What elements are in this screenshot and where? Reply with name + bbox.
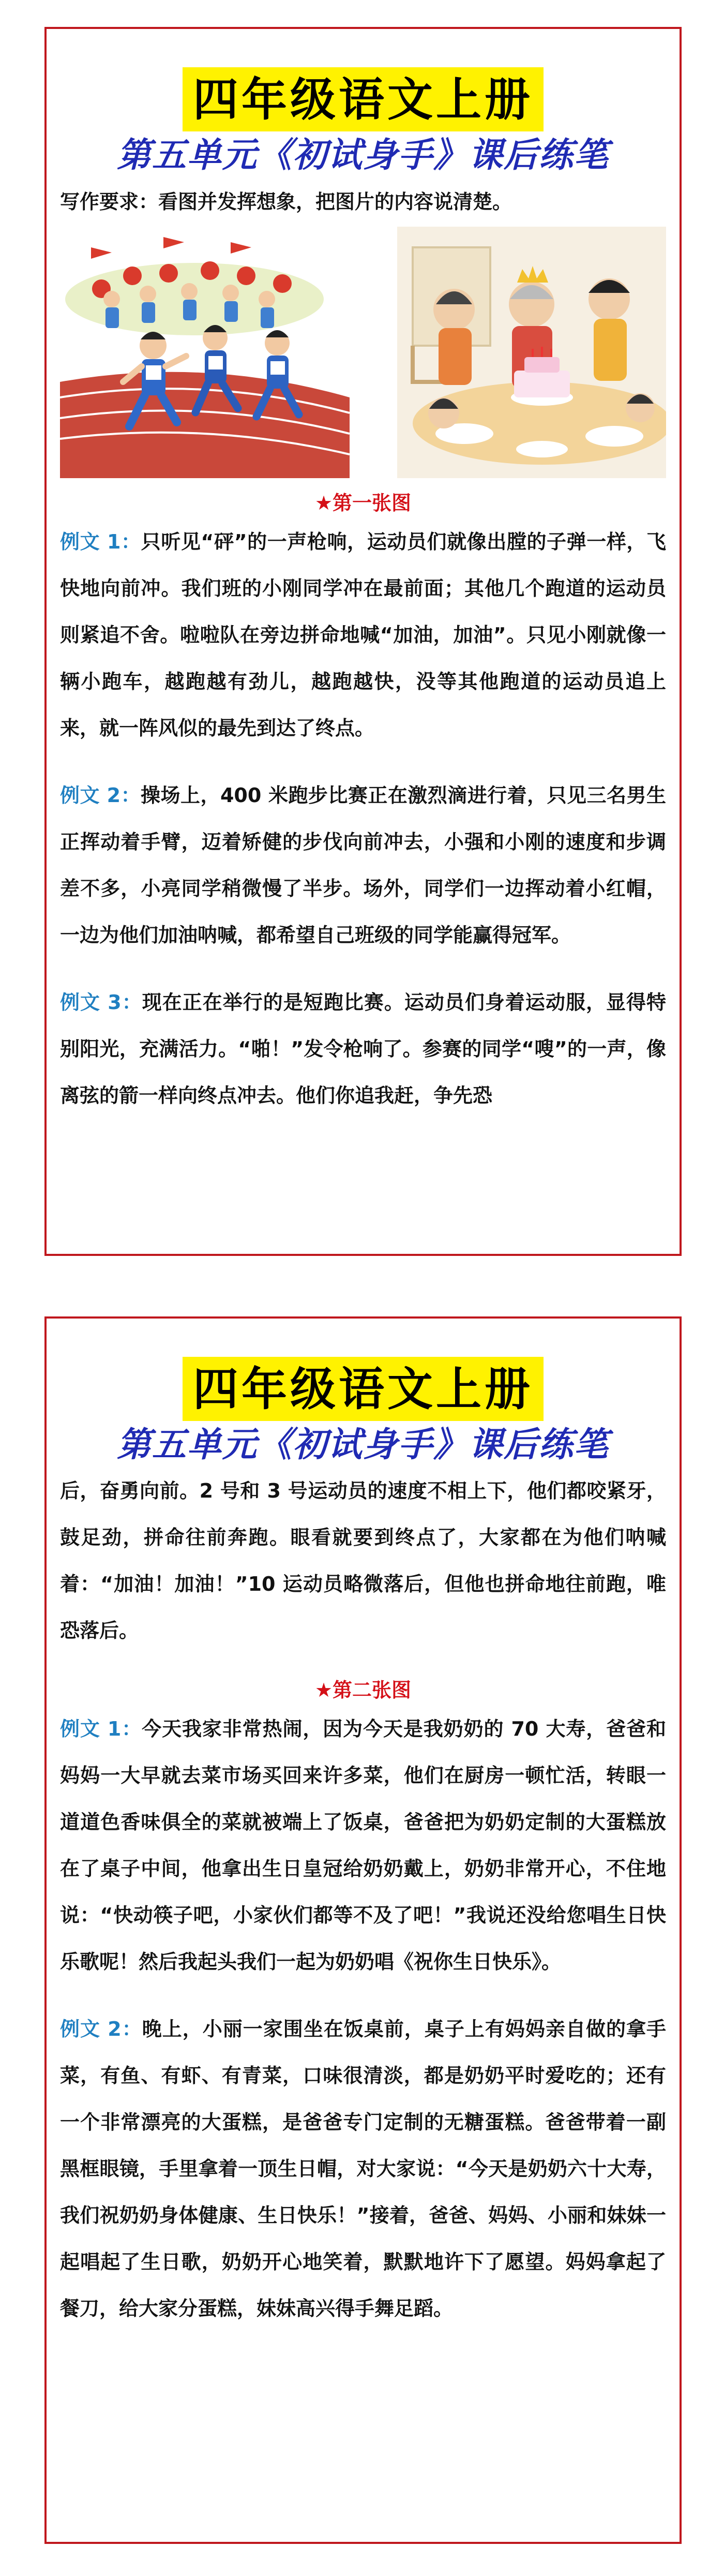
content-body-2 [47, 1468, 680, 2332]
example-text: 只听见“砰”的一声枪响，运动员们就像出膛的子弹一样，飞快地向前冲。我们班的小刚同学冲在最前面；其他几个跑道的运动员则紧追不舍。啦啦队在旁边拼命地喊“加油，加油”。只见小刚就像一辆小跑车，越跑越有劲儿，越跑越快，没等其他跑道的运动员追上来，就一阵风似的最先到达了终点。 [60, 530, 667, 739]
example-label: 例文 2： [60, 784, 141, 807]
section-heading-2: ★第二张图 [314, 1679, 412, 1701]
example-label: 例文 1： [60, 530, 141, 553]
example-text: 后，奋勇向前。2 号和 3 号运动员的速度不相上下，他们都咬紧牙，鼓足劲，拼命往前奔跑。眼看就要到终点了，大家都在为他们呐喊着：“加油！加油！”10 运动员略微落后，但他也拼命地往前跑，唯恐落后。 [60, 1479, 666, 1642]
example-paragraph [60, 772, 666, 958]
example-text: 今天我家非常热闹，因为今天是我奶奶的 70 大寿，爸爸和妈妈一大早就去菜市场买回来许多菜，他们在厨房一顿忙活，转眼一道道色香味俱全的菜就被端上了饭桌，爸爸把为奶奶定制的大蛋糕放在了桌子中间，他拿出生日皇冠给奶奶戴上，奶奶非常开心，不住地说：“快动筷子吧，小家伙们都等不及了吧！”我说还没给您唱生日快乐歌呢！然后我起头我们一起为奶奶唱《祝你生日快乐》。 [60, 1718, 667, 1973]
example-paragraph [60, 979, 666, 1119]
section-heading-1: ★第一张图 [314, 492, 412, 514]
example-paragraph [60, 2006, 666, 2332]
content-body-1 [47, 182, 680, 1119]
example-text: 操场上，400 米跑步比赛正在激烈滴进行着，只见三名男生正挥动着手臂，迈着矫健的步伐向前冲去，小强和小刚的速度和步调差不多，小亮同学稍微慢了半步。场外，同学们一边挥动着小红帽，一边为他们加油呐喊，都希望自己班级的同学能赢得冠军。 [60, 784, 666, 946]
writing-requirement: 写作要求：看图并发挥想象，把图片的内容说清楚。 [60, 190, 512, 213]
example-text: 现在正在举行的是短跑比赛。运动员们身着运动服，显得特别阳光，充满活力。“啪！”发令枪响了。参赛的同学“嗖”的一声，像离弦的箭一样向终点冲去。他们你追我赶，争先恐 [60, 991, 666, 1107]
page-card-1 [44, 27, 682, 1256]
example-label: 例文 2： [60, 2018, 142, 2040]
example-label: 例文 3： [60, 991, 142, 1014]
page-subtitle: 第五单元《初试身手》课后练笔 [117, 1424, 609, 1464]
example-text: 晚上，小丽一家围坐在饭桌前，桌子上有妈妈亲自做的拿手菜，有鱼、有虾、有青菜，口味很清淡，都是奶奶平时爱吃的；还有一个非常漂亮的大蛋糕，是爸爸专门定制的无糖蛋糕。爸爸带着一副黑框眼镜，手里拿着一顶生日帽，对大家说：“今天是奶奶六十大寿，我们祝奶奶身体健康、生日快乐！”接着，爸爸、妈妈、小丽和妹妹一起唱起了生日歌，奶奶开心地笑着，默默地许下了愿望。妈妈拿起了餐刀，给大家分蛋糕，妹妹高兴得手舞足蹈。 [60, 2018, 666, 2320]
example-paragraph [60, 1706, 666, 1985]
birthday-illustration [397, 227, 666, 478]
illustration-row [60, 227, 666, 478]
title-wrap-2 [47, 1357, 680, 1421]
example-paragraph [60, 519, 666, 751]
race-illustration [60, 227, 350, 478]
page-title: 四年级语文上册 [183, 1357, 544, 1421]
title-wrap-1 [47, 67, 680, 131]
example-paragraph-continued [60, 1468, 666, 1654]
page-title: 四年级语文上册 [183, 67, 544, 131]
example-label: 例文 1： [60, 1718, 142, 1740]
page-card-2 [44, 1316, 682, 2544]
page-subtitle: 第五单元《初试身手》课后练笔 [117, 135, 609, 175]
